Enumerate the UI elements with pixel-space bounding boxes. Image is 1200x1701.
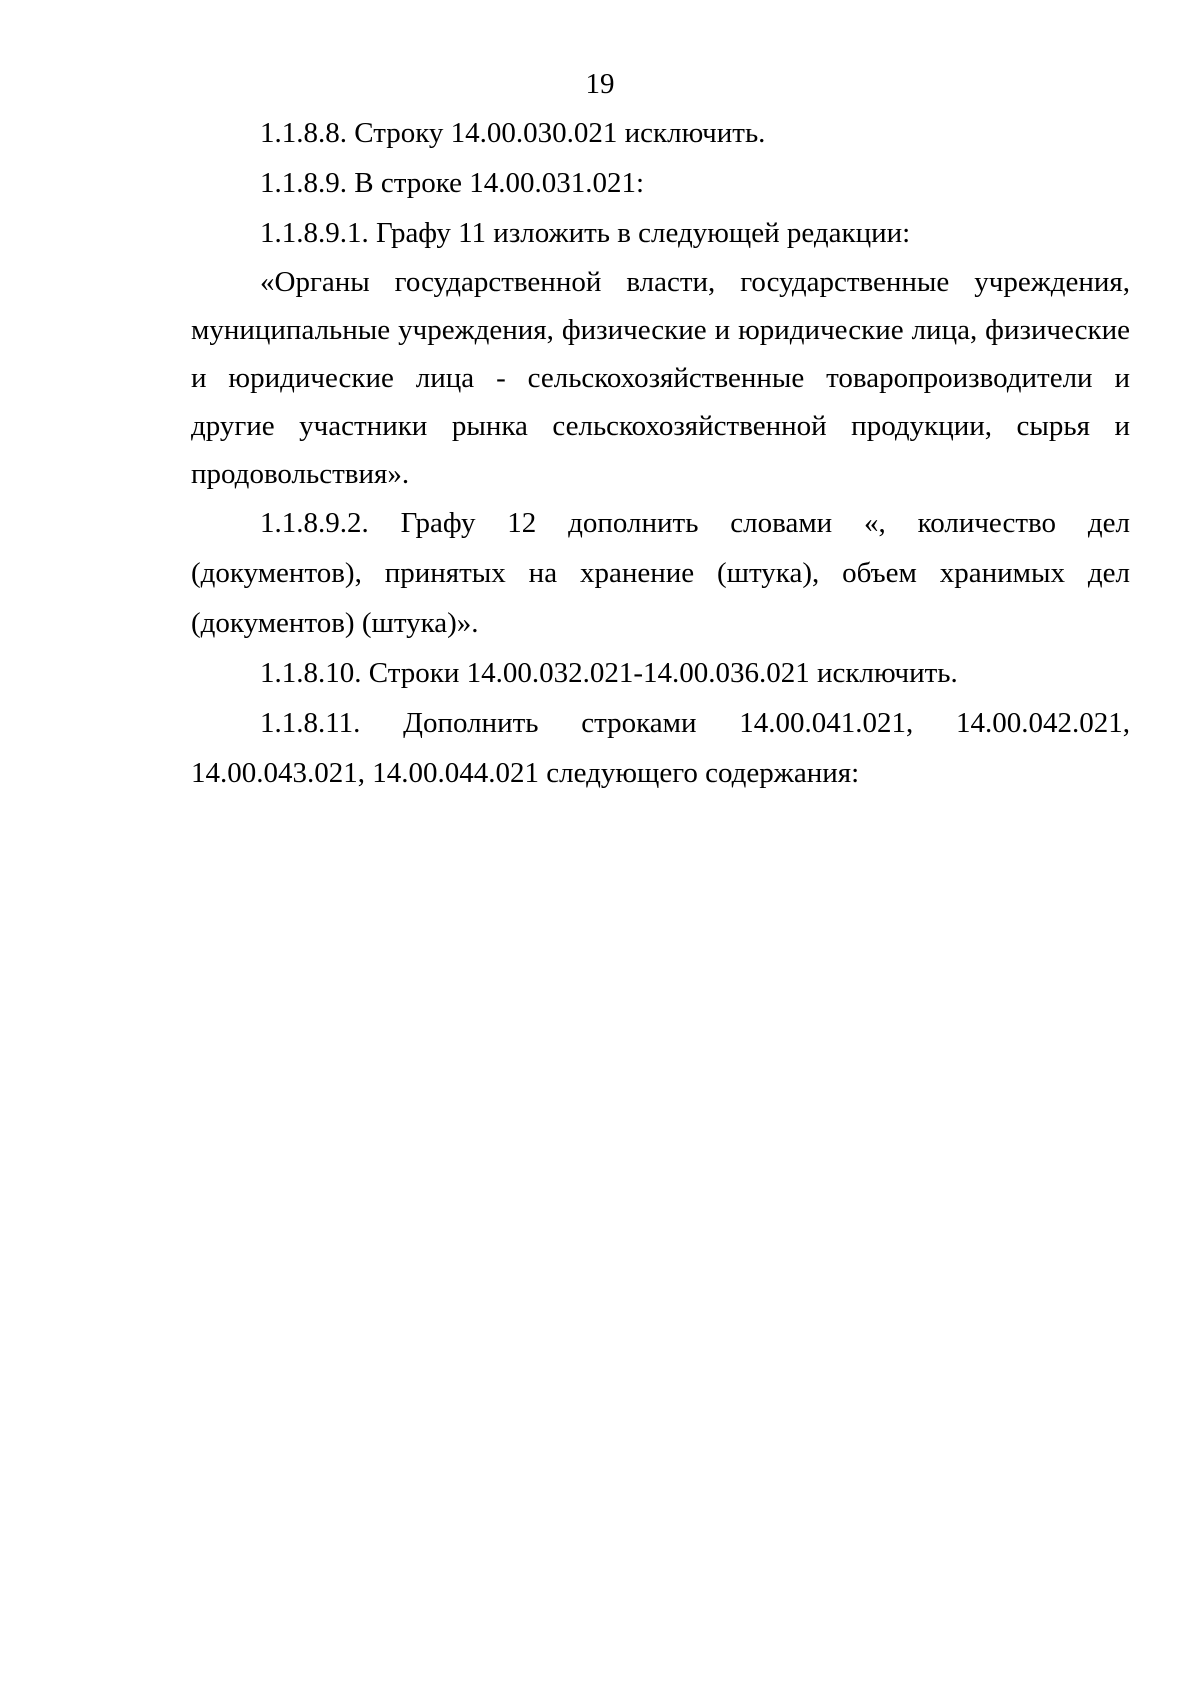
paragraph-item-1-1-8-9-2: 1.1.8.9.2. Графу 12 дополнить словами «, количество дел (документов), принятых на хранение (штука), объем хранимых дел (документов) (штука)». <box>191 507 1130 639</box>
paragraph-item-1-1-8-9: 1.1.8.9. В строке 14.00.031.021: <box>260 167 645 199</box>
paragraph-item-1-1-8-8: 1.1.8.8. Строку 14.00.030.021 исключить. <box>260 117 766 149</box>
page-number: 19 <box>585 68 615 100</box>
document-body <box>191 108 1130 798</box>
paragraph-quoted-column-11-text: «Органы государственной власти, государственные учреждения, муниципальные учреждения, физические и юридические лица, физические и юридические лица - сельскохозяйственные товаропроизводители и другие участники рынка сельскохозяйственной продукции, сырья и продовольствия». <box>191 266 1130 490</box>
paragraph-item-1-1-8-9-1: 1.1.8.9.1. Графу 11 изложить в следующей редакции: <box>260 217 911 249</box>
paragraph-item-1-1-8-10: 1.1.8.10. Строки 14.00.032.021-14.00.036.021 исключить. <box>260 657 958 689</box>
paragraph-item-1-1-8-11: 1.1.8.11. Дополнить строками 14.00.041.021, 14.00.042.021, 14.00.043.021, 14.00.044.021 следующего содержания: <box>191 707 1130 789</box>
